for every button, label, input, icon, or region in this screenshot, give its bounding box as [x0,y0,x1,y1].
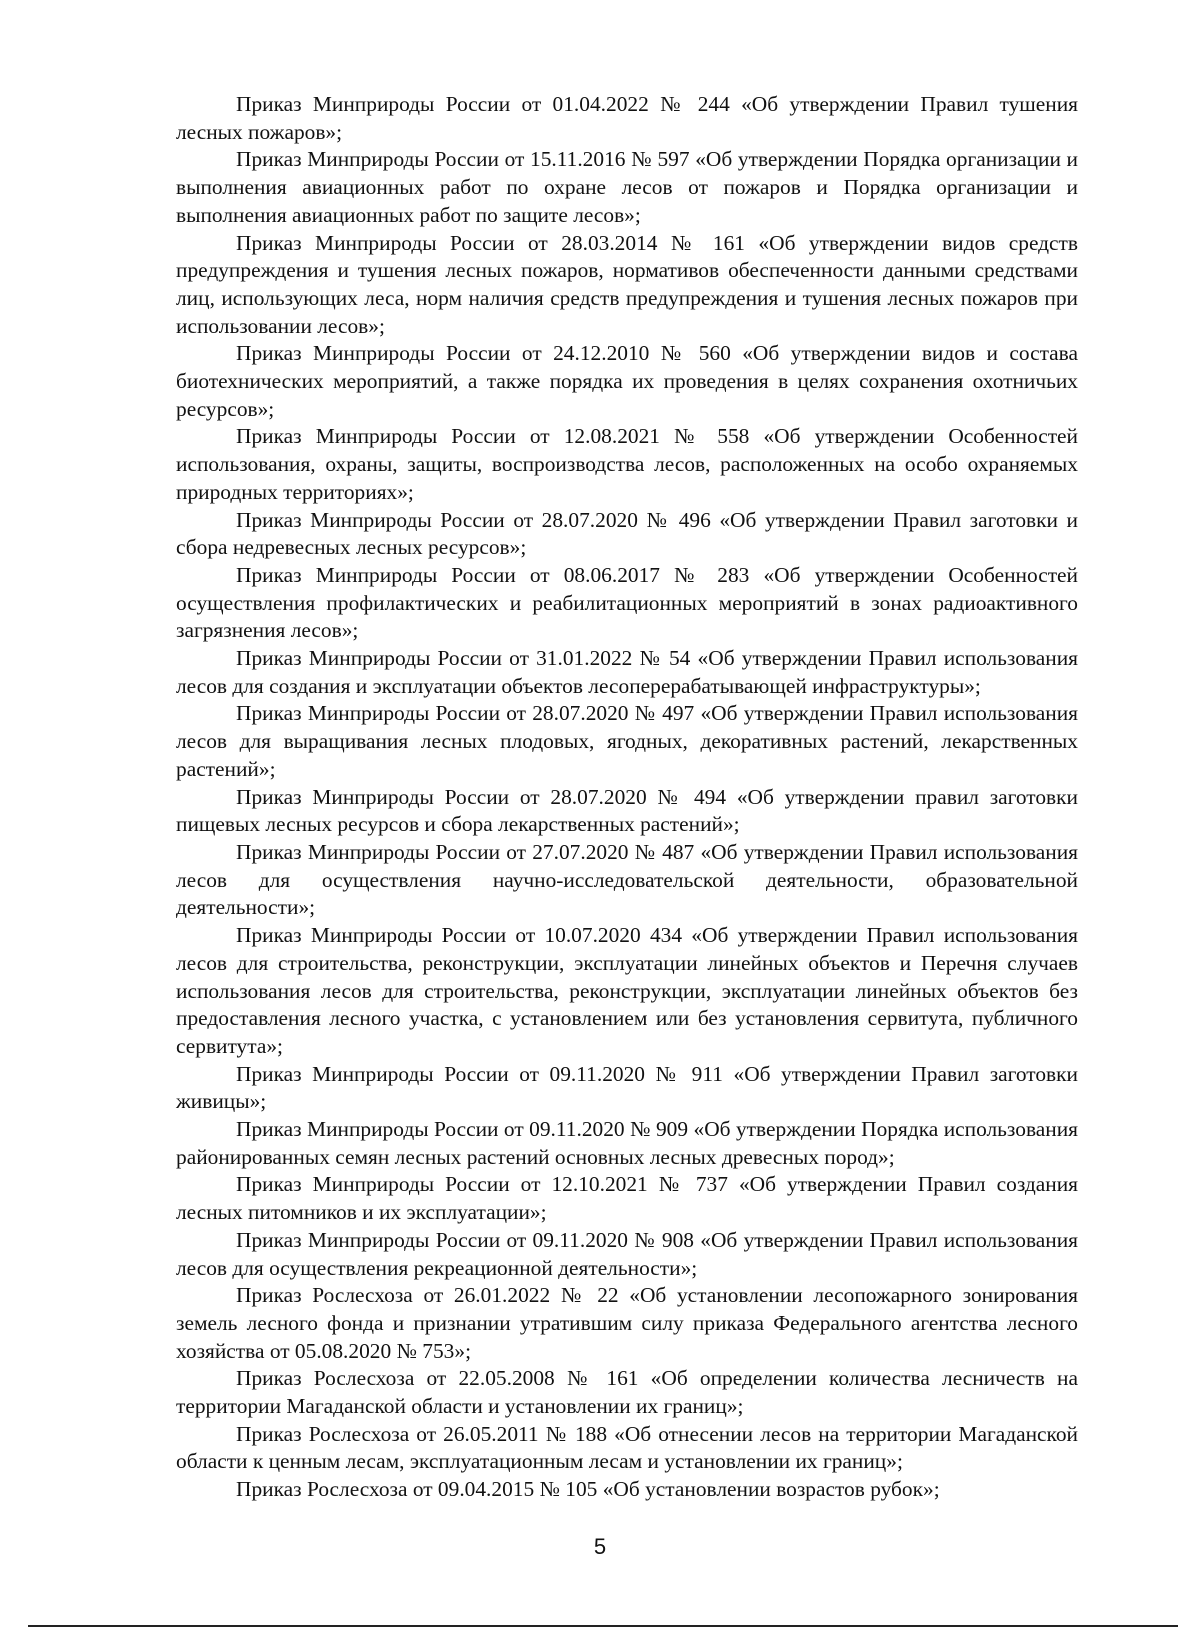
bottom-divider [28,1625,1178,1627]
paragraph-8: Приказ Минприроды России от 31.01.2022 № 54 «Об утверждении Правил использования лесов для создания и эксплуатации объектов лесоперерабатывающей инфраструктуры»; [176,646,1078,698]
page-number: 5 [593,1534,607,1559]
paragraph-18: Приказ Рослесхоза от 22.05.2008 № 161 «Об определении количества лесничеств на территории Магаданской области и установлении их границ»; [176,1366,1078,1419]
paragraph-15: Приказ Минприроды России от 12.10.2021 № 737 «Об утверждении Правил создания лесных питомников и их эксплуатации»; [176,1172,1078,1225]
paragraph-9: Приказ Минприроды России от 28.07.2020 № 497 «Об утверждении Правил использования лесов для выращивания лесных плодовых, ягодных, декоративных растений, лекарственных растений»; [176,701,1078,781]
paragraph-16: Приказ Минприроды России от 09.11.2020 № 908 «Об утверждении Правил использования лесов для осуществления рекреационной деятельности»; [176,1227,1078,1280]
paragraph-20: Приказ Рослесхоза от 09.04.2015 № 105 «Об установлении возрастов рубок»; [236,1477,940,1502]
paragraph-10: Приказ Минприроды России от 28.07.2020 № 494 «Об утверждении правил заготовки пищевых лесных ресурсов и сбора лекарственных растений»; [176,784,1078,837]
paragraph-14: Приказ Минприроды России от 09.11.2020 № 909 «Об утверждении Порядка использования районированных семян лесных растений основных лесных древесных пород»; [176,1117,1078,1169]
paragraph-11: Приказ Минприроды России от 27.07.2020 № 487 «Об утверждении Правил использования лесов для осуществления научно-исследовательской деятельности, образовательной деятельности»; [176,839,1078,920]
paragraph-13: Приказ Минприроды России от 09.11.2020 № 911 «Об утверждении Правил заготовки живицы»; [176,1061,1078,1114]
paragraph-4: Приказ Минприроды России от 24.12.2010 № 560 «Об утверждении видов и состава биотехнических мероприятий, а также порядка их проведения в целях сохранения охотничьих ресурсов»; [176,341,1078,421]
paragraph-7: Приказ Минприроды России от 08.06.2017 № 283 «Об утверждении Особенностей осуществления профилактических и реабилитационных мероприятий в зонах радиоактивного загрязнения лесов»; [176,562,1078,643]
paragraph-2: Приказ Минприроды России от 15.11.2016 № 597 «Об утверждении Порядка организации и выполнения авиационных работ по охране лесов от пожаров и Порядка организации и выполнения авиационных работ по защите лесов»; [176,147,1078,227]
body-text [176,91,1078,1504]
paragraph-1: Приказ Минприроды России от 01.04.2022 № 244 «Об утверждении Правил тушения лесных пожаров»; [176,92,1078,144]
paragraph-6: Приказ Минприроды России от 28.07.2020 № 496 «Об утверждении Правил заготовки и сбора недревесных лесных ресурсов»; [176,507,1078,560]
paragraph-12: Приказ Минприроды России от 10.07.2020 434 «Об утверждении Правил использования лесов для строительства, реконструкции, эксплуатации линейных объектов и Перечня случаев использования лесов для строительства, реконструкции, эксплуатации линейных объектов без предоставления лесного участка, с установлением или без установления сервитута, публичного сервитута»; [176,923,1078,1058]
paragraph-3: Приказ Минприроды России от 28.03.2014 № 161 «Об утверждении видов средств предупреждения и тушения лесных пожаров, нормативов обеспеченности данными средствами лиц, использующих леса, норм наличия средств предупреждения и тушения лесных пожаров при использовании лесов»; [176,230,1078,338]
paragraph-5: Приказ Минприроды России от 12.08.2021 № 558 «Об утверждении Особенностей использования, охраны, защиты, воспроизводства лесов, расположенных на особо охраняемых природных территориях»; [176,424,1078,504]
paragraph-17: Приказ Рослесхоза от 26.01.2022 № 22 «Об установлении лесопожарного зонирования земель лесного фонда и признании утратившим силу приказа Федерального агентства лесного хозяйства от 05.08.2020 № 753»; [176,1283,1078,1363]
paragraph-19: Приказ Рослесхоза от 26.05.2011 № 188 «Об отнесении лесов на территории Магаданской области к ценным лесам, эксплуатационным лесам и установлении их границ»; [176,1421,1078,1474]
